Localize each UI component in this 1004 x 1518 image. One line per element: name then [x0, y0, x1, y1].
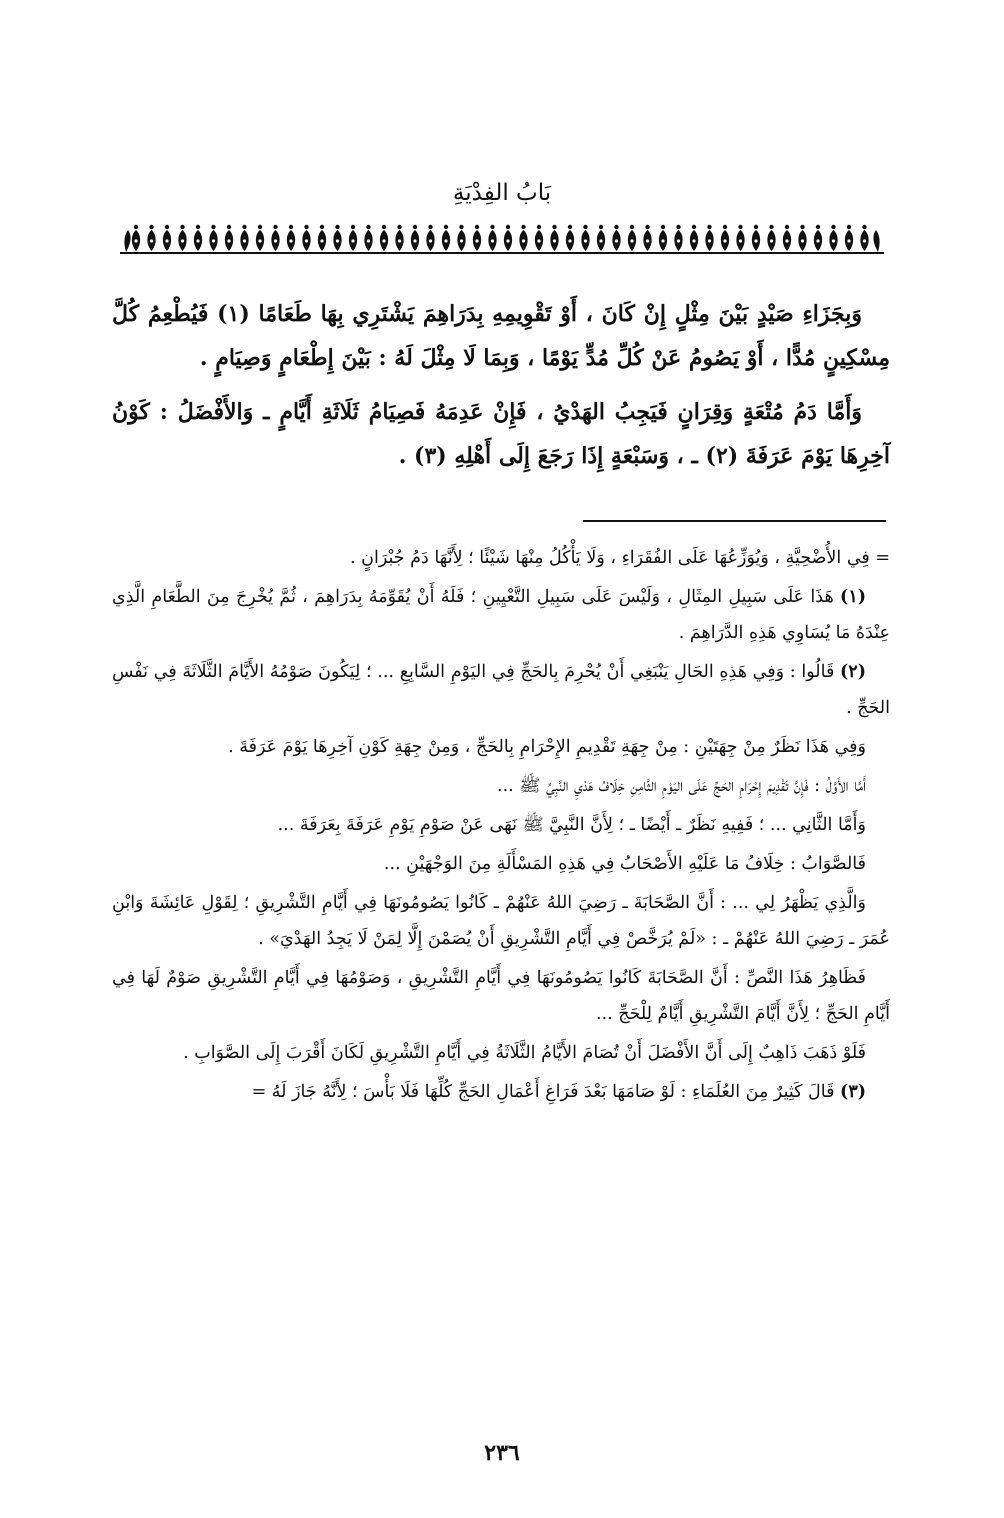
ornament-motif — [643, 225, 651, 251]
ornament-motif — [287, 225, 295, 251]
ornament-motif — [566, 225, 574, 251]
footnote-separator — [583, 520, 886, 522]
ornament-motif — [612, 225, 620, 251]
ornament-motif — [426, 225, 434, 251]
ornament-motif — [225, 225, 233, 251]
ornament-motif — [457, 225, 465, 251]
main-paragraph: وَبِجَزَاءِ صَيْدٍ بَيْنَ مِثْلٍ إِنْ كَانَ ، أَوْ تَقْوِيمِهِ بِدَرَاهِمَ يَشْتَرِي بِهَا طَعَامًا (١) فَيُطْعِمُ كُلَّ مِسْكِينٍ مُدًّا ، أَوْ يَصُومُ عَنْ كُلِّ مُدٍّ يَوْمًا ، وَبِمَا لَا مِثْلَ لَهُ : بَيْنَ إِطْعَامٍ وَصِيَامٍ . — [112, 301, 890, 371]
ornament-motif — [814, 225, 822, 251]
ornament-motif — [504, 225, 512, 251]
ornament-motif — [318, 225, 326, 251]
ornament-motif — [690, 225, 698, 251]
footnote-2-paragraph: وَالَّذِي يَظْهَرُ لِي ... : أَنَّ الصَّحَابَةَ ـ رَضِيَ اللهُ عَنْهُمْ ـ كَانُوا يَصُومُونَهَا فِي أَيَّامِ التَّشْرِيقِ ؛ لِقَوْلِ عَائِشَةَ وَابْنِ عُمَرَ ـ رَضِيَ اللهُ عَنْهُمْ ـ : «لَمْ يُرَخَّصْ فِي أَيَّامِ التَّشْرِيقِ أَنْ يُصَمْنَ إِلَّا لِمَنْ لَا يَجِدُ الهَدْيَ» . — [112, 893, 890, 949]
page-header — [120, 180, 884, 206]
ornament-motif — [349, 225, 357, 251]
ornament-motif — [442, 225, 450, 251]
ornament-motif — [473, 225, 481, 251]
ornamental-border — [120, 222, 884, 258]
ornament-motif — [597, 225, 605, 251]
ornament-motif — [721, 225, 729, 251]
ornament-motif — [783, 225, 791, 251]
footnote-2-paragraph: فَلَوْ ذَهَبَ ذَاهِبٌ إِلَى أَنَّ الأَفْضَلَ أَنْ تُصَامَ الأَيَّامُ الثَّلَاثَةُ فِي أَيَّامِ التَّشْرِيقِ لَكَانَ أَقْرَبَ إِلَى الصَّوَابِ . — [183, 1043, 866, 1063]
footnote-text: قَالُوا : وَفِي هَذِهِ الحَالِ يَنْبَغِي أَنْ يُحْرِمَ بِالحَجِّ فِي اليَوْمِ السَّابِعِ ... ؛ لِيَكُونَ صَوْمُهُ الأَيَّامَ الثَّلَاثَةَ فِي نَفْسِ الحَجِّ . — [112, 662, 890, 718]
ornament-motif — [535, 225, 543, 251]
main-text — [112, 292, 890, 488]
ornament-motif — [519, 225, 527, 251]
ornament-end-flourish — [873, 230, 879, 252]
main-paragraph: وَأَمَّا دَمُ مُتْعَةٍ وَقِرَانٍ فَيَجِبُ الهَدْيُ ، فَإِنْ عَدِمَهُ فَصِيَامُ ثَلَاثَةِ أَيَّامٍ ـ وَالأَفْضَلُ : كَوْنُ آخِرِهَا يَوْمَ عَرَفَةَ (٢) ـ ، وَسَبْعَةٍ إِذَا رَجَعَ إِلَى أَهْلِهِ (٣) . — [112, 399, 890, 469]
footnote-2 — [112, 654, 890, 726]
ornament-motif — [411, 225, 419, 251]
footnote-continuation: = فِي الأُضْحِيَّةِ ، وَيُوَزِّعُهَا عَلَى الفُقَرَاءِ ، وَلَا يَأْكُلُ مِنْهَا شَيْئًا ؛ لِأَنَّهَا دَمُ جُبْرَانٍ . — [350, 548, 890, 568]
footnote-3 — [112, 1074, 890, 1110]
ornament-motif — [209, 225, 217, 251]
ornament-motif — [163, 225, 171, 251]
ornament-motif — [860, 225, 868, 251]
footnote-2-paragraph: أَمَّا الأَوَّلُ : فَإِنَّ تَقْدِيمَ إِحْرَامِ الحَجِّ عَلَى اليَوْمِ الثَّامِنِ خِلَافُ هَدْيِ النَّبِيِّ ﷺ ... — [497, 776, 866, 796]
ornament-motif — [550, 225, 558, 251]
ornament-motif — [132, 225, 140, 251]
ornament-motif — [581, 225, 589, 251]
ornament-motif — [194, 225, 202, 251]
ornament-motif — [240, 225, 248, 251]
ornament-motif — [302, 225, 310, 251]
footnote-2-paragraph: وَأَمَّا الثَّانِي ... ؛ فَفِيهِ نَظَرٌ ـ أَيْضًا ـ ؛ لِأَنَّ النَّبِيَّ ﷺ نَهَى عَنْ صَوْمِ يَوْمِ عَرَفَةَ بِعَرَفَةَ ... — [277, 815, 866, 835]
footnotes — [112, 540, 890, 1113]
footnote-2-paragraph: فَالصَّوَابُ : خِلَافُ مَا عَلَيْهِ الأَصْحَابُ فِي هَذِهِ المَسْأَلَةِ مِنَ الوَجْهَيْنِ ... — [383, 854, 866, 874]
ornament-motif — [705, 225, 713, 251]
ornament-motif — [736, 225, 744, 251]
footnote-number: (١) — [840, 587, 866, 607]
chapter-title: بَابُ الفِدْيَةِ — [452, 180, 552, 206]
ornament-motif — [147, 225, 155, 251]
ornament-motif — [333, 225, 341, 251]
ornament-motif — [395, 225, 403, 251]
page-number: ٢٣٦ — [484, 1440, 520, 1466]
ornament-motif — [364, 225, 372, 251]
ornament-motif — [829, 225, 837, 251]
ornament-end-flourish — [124, 230, 130, 252]
footnote-2-paragraph: فَظَاهِرُ هَذَا النَّصِّ : أَنَّ الصَّحَابَةَ كَانُوا يَصُومُونَهَا فِي أَيَّامِ التَّشْرِيقِ ، وَصَوْمُهَا فِي أَيَّامِ التَّشْرِيقِ صَوْمٌ لَهَا فِي أَيَّامِ الحَجِّ ؛ لِأَنَّ أَيَّامَ التَّشْرِيقِ أَيَّامٌ لِلْحَجِّ ... — [112, 968, 890, 1024]
footnote-text: هَذَا عَلَى سَبِيلِ المِثَالِ ، وَلَيْسَ عَلَى سَبِيلِ التَّعْيِينِ ؛ فَلَهُ أَنْ يُقَوِّمَهُ بِدَرَاهِمَ ، ثُمَّ يُخْرِجَ مِنَ الطَّعَامِ الَّذِي عِنْدَهُ مَا يُسَاوِي هَذِهِ الدَّرَاهِمَ . — [112, 587, 890, 643]
footnote-number: (٣) — [840, 1082, 866, 1102]
ornament-motif — [798, 225, 806, 251]
ornament-motif — [767, 225, 775, 251]
ornament-motif — [380, 225, 388, 251]
footnote-2-paragraph: وَفِي هَذَا نَظَرٌ مِنْ جِهَتَيْنِ : مِنْ جِهَةِ تَقْدِيمِ الإِحْرَامِ بِالحَجِّ ، وَمِنْ جِهَةِ كَوْنِ آخِرِهَا يَوْمَ عَرَفَةَ . — [228, 737, 866, 757]
ornament-motif — [659, 225, 667, 251]
ornament-motif — [178, 225, 186, 251]
ornament-motif — [271, 225, 279, 251]
ornament-motif — [488, 225, 496, 251]
ornament-motif — [845, 225, 853, 251]
ornament-motif — [256, 225, 264, 251]
footnote-number: (٢) — [840, 662, 866, 682]
ornament-motif — [674, 225, 682, 251]
footnote-text: قَالَ كَثِيرٌ مِنَ العُلَمَاءِ : لَوْ صَامَهَا بَعْدَ فَرَاغِ أَعْمَالِ الحَجِّ كُلِّهَا فَلَا بَأْسَ ؛ لِأَنَّهُ جَازَ لَهُ = — [251, 1082, 835, 1102]
footnote-1 — [112, 579, 890, 651]
ornament-motif — [628, 225, 636, 251]
ornament-motif — [752, 225, 760, 251]
